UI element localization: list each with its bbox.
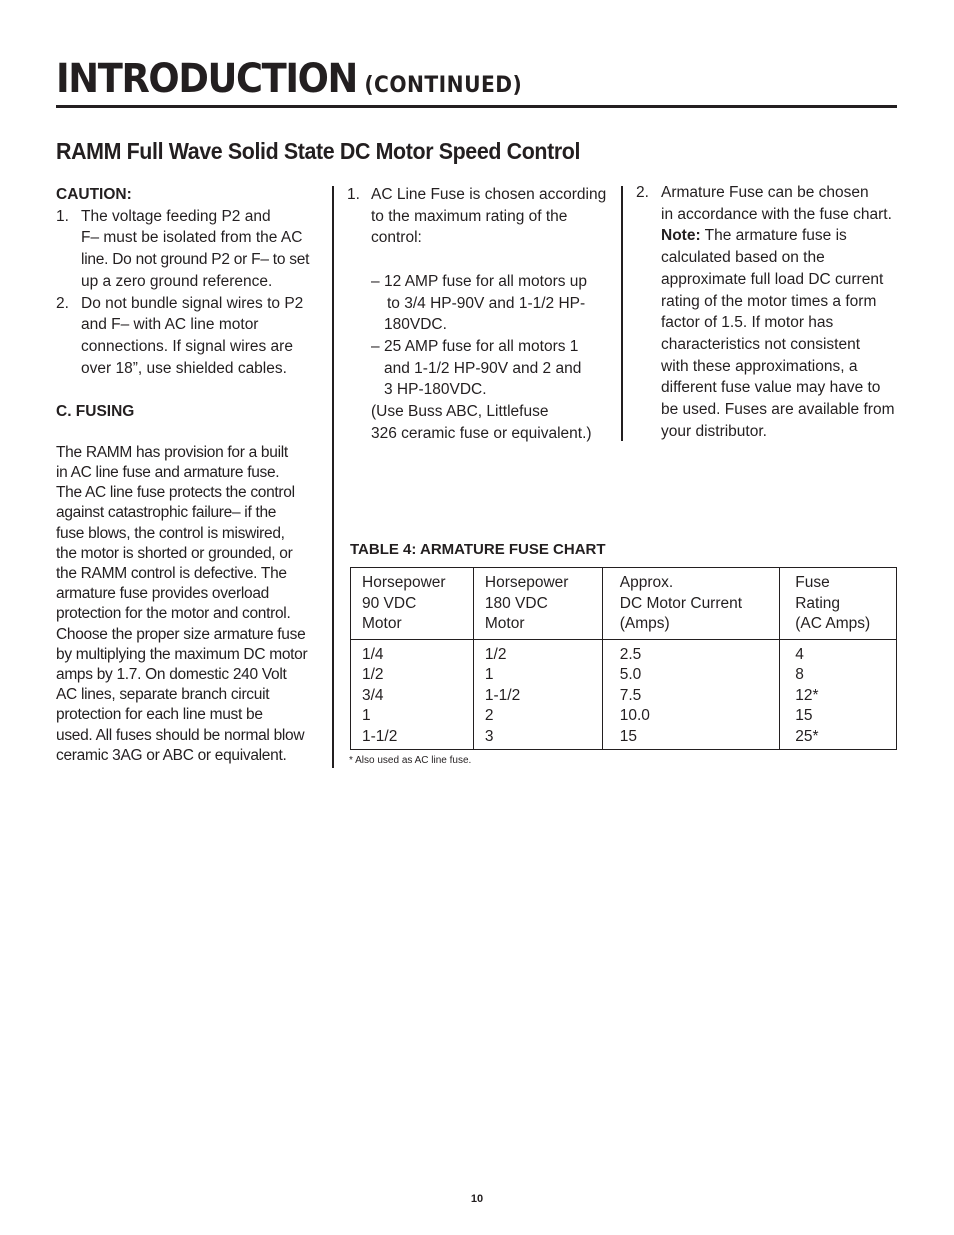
fusing-line: fuse blows, the control is miswired, (56, 524, 285, 542)
fusing-line: protection for the motor and control. (56, 605, 291, 623)
armature-note-line: be used. Fuses are available from (661, 401, 895, 419)
armature-note-line: with these approximations, a (661, 357, 858, 375)
fuse-option-line: and 1-1/2 HP-90V and 2 and (384, 359, 582, 377)
cell-hp-180: 1/2 1 1-1/2 2 3 (473, 639, 602, 750)
caution-item (56, 206, 318, 293)
ac-line-fuse-line: to the maximum rating of the (371, 207, 568, 225)
header-dc-current: Approx. DC Motor Current (Amps) (602, 568, 779, 640)
column-caution-fusing (56, 184, 318, 766)
armature-note-first: Note: The armature fuse is (661, 227, 847, 245)
table-row (351, 639, 897, 750)
armature-note-line: rating of the motor times a form (661, 292, 877, 310)
page-heading (56, 56, 522, 102)
fusing-paragraph (56, 443, 318, 766)
caution-item-number: 1. (56, 207, 69, 225)
cell-fuse-rating: 4 8 12* 15 25* (780, 639, 897, 750)
column-divider (621, 186, 623, 441)
ac-line-fuse-number: 1. (347, 186, 360, 203)
fuse-option: – 25 AMP fuse for all motors 1 and 1-1/2 HP-90V and 2 and 3 HP-180VDC. (371, 336, 612, 401)
fuse-note-line: (Use Buss ABC, Littlefuse (371, 403, 549, 421)
armature-note-line: factor of 1.5. If motor has (661, 314, 834, 332)
fusing-line: AC lines, separate branch circuit (56, 686, 270, 704)
caution-line: line. Do not ground P2 or F– to set (81, 251, 310, 269)
cell-hp-90: 1/4 1/2 3/4 1 1-1/2 (351, 639, 474, 750)
fusing-line: the motor is shorted or grounded, or (56, 544, 293, 562)
ac-line-fuse-line: control: (371, 229, 422, 247)
fusing-line: protection for each line must be (56, 706, 263, 724)
ac-line-fuse-line: AC Line Fuse is chosen according (371, 186, 607, 203)
fuse-option-line: 180VDC. (384, 316, 447, 334)
caution-line: F– must be isolated from the AC (81, 229, 303, 247)
heading-rule (56, 105, 897, 108)
caution-line: up a zero ground reference. (81, 272, 273, 290)
fuse-option-line: to 3/4 HP-90V and 1-1/2 HP- (387, 294, 586, 312)
fusing-line: against catastrophic failure– if the (56, 504, 277, 522)
caution-line: Do not bundle signal wires to P2 (81, 294, 304, 312)
armature-note-line: different fuse value may have to (661, 379, 881, 397)
fusing-line: the RAMM control is defective. The (56, 564, 287, 582)
caution-line: connections. If signal wires are (81, 337, 293, 355)
fusing-line: Choose the proper size armature fuse (56, 625, 306, 643)
caution-label: CAUTION: (56, 186, 132, 203)
fusing-line: The RAMM has provision for a built (56, 443, 288, 461)
armature-fuse-line: in accordance with the fuse chart. (661, 205, 892, 223)
fusing-line: The AC line fuse protects the control (56, 484, 295, 502)
armature-fuse-item (636, 182, 898, 442)
heading-title: INTRODUCTION (56, 56, 357, 102)
table-header-row (351, 568, 897, 640)
armature-note-line: characteristics not consistent (661, 335, 861, 353)
fuse-option: – 12 AMP fuse for all motors up to 3/4 HP-90V and 1-1/2 HP- 180VDC. (371, 271, 612, 336)
caution-item (56, 293, 318, 380)
header-hp-180: Horsepower 180 VDC Motor (473, 568, 602, 640)
caution-item-number: 2. (56, 294, 69, 312)
fusing-line: ceramic 3AG or ABC or equivalent. (56, 746, 287, 764)
fusing-line: by multiplying the maximum DC motor (56, 645, 308, 663)
caution-line: The voltage feeding P2 and (81, 207, 271, 225)
fusing-line: armature fuse provides overload (56, 585, 269, 603)
fusing-line: in AC line fuse and armature fuse. (56, 463, 280, 481)
caution-line: and F– with AC line motor (81, 316, 259, 334)
table-footnote: * Also used as AC line fuse. (349, 755, 472, 766)
header-fuse-rating: Fuse Rating (AC Amps) (780, 568, 897, 640)
note-label: Note: (661, 227, 701, 245)
heading-continued: (CONTINUED) (364, 73, 523, 98)
armature-fuse-table (350, 567, 897, 750)
column-armature-fuse (636, 182, 898, 442)
header-hp-90: Horsepower 90 VDC Motor (351, 568, 474, 640)
fuse-option-line: 25 AMP fuse for all motors 1 (384, 337, 579, 355)
fusing-line: amps by 1.7. On domestic 240 Volt (56, 665, 287, 683)
armature-note-line: calculated based on the (661, 249, 825, 267)
fuse-option-line: 12 AMP fuse for all motors up (384, 272, 588, 290)
armature-note-line: your distributor. (661, 422, 767, 440)
armature-fuse-number: 2. (636, 184, 649, 201)
caution-line: over 18”, use shielded cables. (81, 359, 287, 377)
ac-line-fuse-item (347, 184, 612, 444)
column-ac-line-fuse (347, 184, 612, 444)
cell-dc-current: 2.5 5.0 7.5 10.0 15 (602, 639, 779, 750)
fusing-line: used. All fuses should be normal blow (56, 726, 305, 744)
armature-note-line: approximate full load DC current (661, 270, 884, 288)
table-title: TABLE 4: ARMATURE FUSE CHART (350, 541, 606, 558)
armature-fuse-line: Armature Fuse can be chosen (661, 184, 869, 201)
fusing-heading: C. FUSING (56, 403, 135, 421)
fuse-note-line: 326 ceramic fuse or equivalent.) (371, 424, 592, 442)
section-title: RAMM Full Wave Solid State DC Motor Speed Control (56, 138, 581, 164)
fuse-option-line: 3 HP-180VDC. (384, 381, 487, 399)
page-number: 10 (470, 1193, 484, 1205)
column-divider (332, 186, 334, 768)
